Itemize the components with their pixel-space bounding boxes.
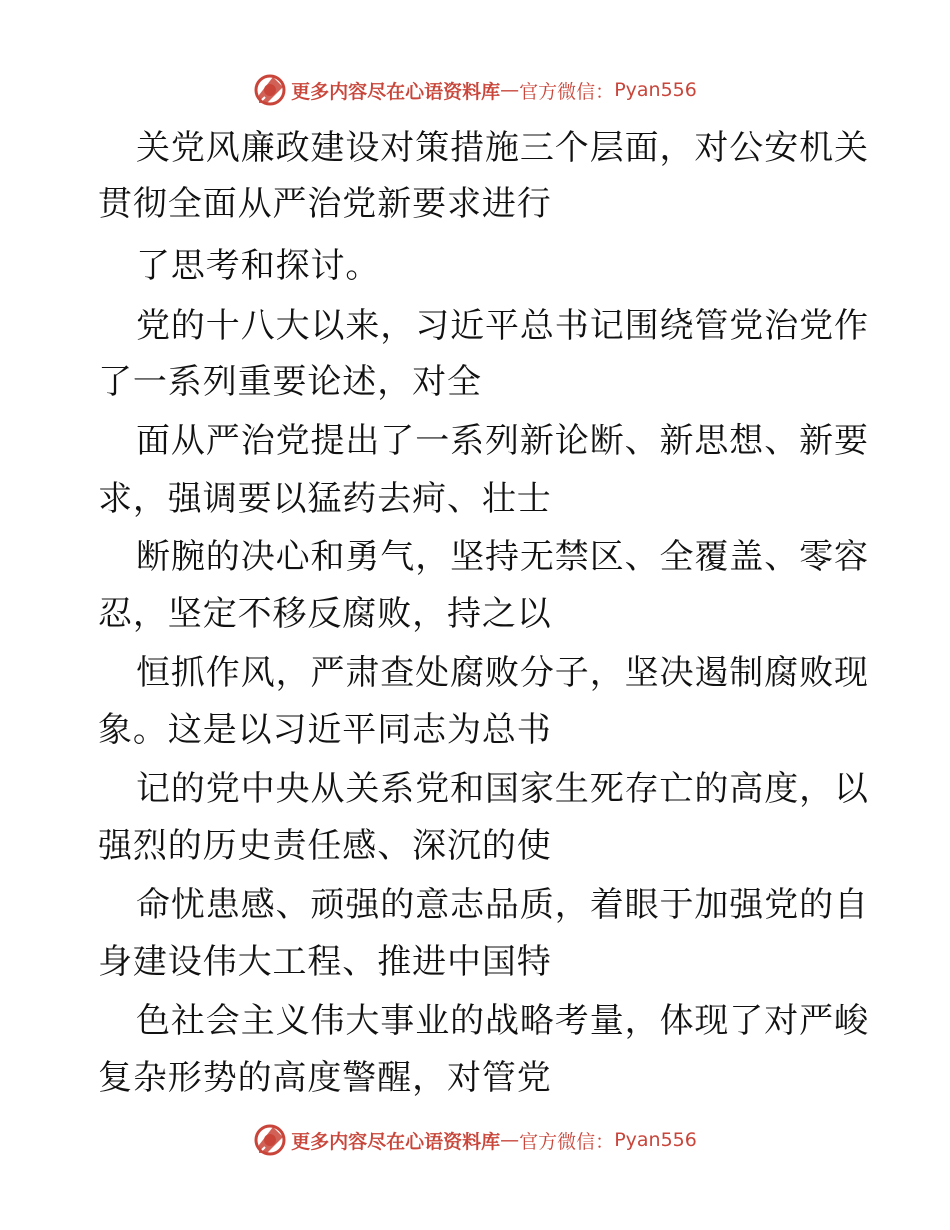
watermark-label: 官方微信： — [519, 80, 615, 103]
paragraph-8-line-1: 命忧患感、顽强的意志品质，着眼于加强党的自 — [136, 885, 869, 925]
pen-circle-logo-icon — [253, 1123, 287, 1157]
paragraph-3-line-2: 了一系列重要论述，对全 — [98, 362, 482, 402]
paragraph-1-line-1: 关党风廉政建设对策措施三个层面，对公安机关 — [136, 128, 869, 168]
watermark-separator: — — [500, 1129, 520, 1151]
watermark-main-text: 更多内容尽在心语资料库 — [291, 80, 501, 103]
paragraph-8-line-2: 身建设伟大工程、推进中国特 — [98, 942, 552, 982]
watermark-main-text: 更多内容尽在心语资料库 — [291, 1130, 501, 1153]
footer-watermark — [0, 1120, 950, 1160]
paragraph-9-line-2: 复杂形势的高度警醒，对管党 — [98, 1058, 552, 1098]
paragraph-5-line-2: 忍，坚定不移反腐败，持之以 — [98, 594, 552, 634]
paragraph-9-line-1: 色社会主义伟大事业的战略考量，体现了对严峻 — [136, 1001, 869, 1041]
paragraph-7-line-2: 强烈的历史责任感、深沉的使 — [98, 826, 552, 866]
paragraph-6-line-1: 恒抓作风，严肃查处腐败分子，坚决遏制腐败现 — [136, 653, 869, 693]
paragraph-4-line-2: 求，强调要以猛药去疴、壮士 — [98, 479, 552, 519]
watermark-id: Pyan556 — [614, 1129, 697, 1151]
paragraph-7-line-1: 记的党中央从关系党和国家生死存亡的高度，以 — [136, 769, 869, 809]
paragraph-3-line-1: 党的十八大以来，习近平总书记围绕管党治党作 — [136, 306, 869, 346]
watermark-label: 官方微信： — [519, 1130, 615, 1153]
paragraph-5-line-1: 断腕的决心和勇气，坚持无禁区、全覆盖、零容 — [136, 537, 869, 577]
watermark-id: Pyan556 — [614, 79, 697, 101]
paragraph-1-line-2: 贯彻全面从严治党新要求进行 — [98, 184, 552, 224]
paragraph-2-line-1: 了思考和探讨。 — [136, 246, 381, 286]
watermark-separator: — — [500, 79, 520, 101]
paragraph-4-line-1: 面从严治党提出了一系列新论断、新思想、新要 — [136, 421, 869, 461]
paragraph-6-line-2: 象。这是以习近平同志为总书 — [98, 710, 552, 750]
